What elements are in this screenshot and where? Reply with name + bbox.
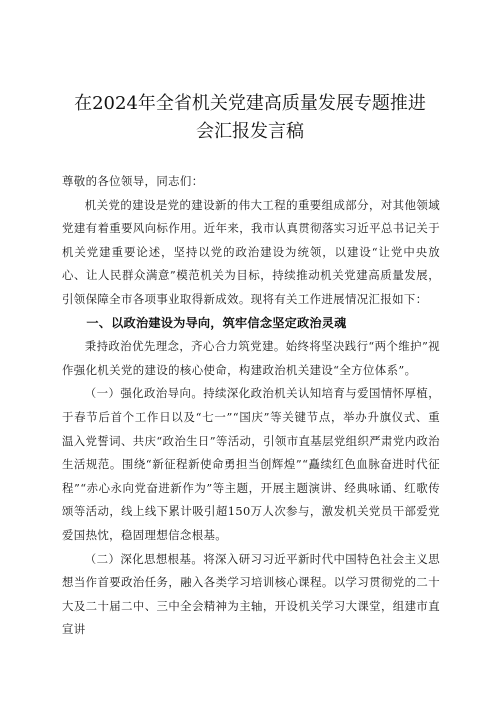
title-line-1: 在2024年全省机关党建高质量发展专题推进 [74, 93, 426, 114]
title-line-2: 会汇报发言稿 [196, 121, 304, 142]
paragraph-1: 秉持政治优先理念，齐心合力筑党建。始终将坚决践行“两个维护”视作强化机关党的建设的核心使命，构建政治机关建设“全方位体系”。 [62, 339, 440, 377]
document-body [62, 170, 440, 642]
salutation: 尊敬的各位领导，同志们： [62, 174, 204, 188]
paragraph-2: （一）强化政治导向。持续深化政治机关认知培育与爱国情怀厚植，于春节后首个工作日以及“七一”“国庆”等关键节点，举办升旗仪式、重温入党誓词、共庆“政治生日”等活动，引领市直基层党组织严肃党内政治生活规范。围绕“新征程新使命勇担当创辉煌”“矗续红色血脉奋进时代征程”“赤心永向党奋进新作为”等主题，开展主题演讲、经典咏诵、红歌传颂等活动，线上线下累计吸引超150万人次参与，激发机关党员干部爱党爱国热忱，稳固理想信念根基。 [62, 386, 440, 542]
document-title [60, 90, 440, 146]
paragraph-3: （二）深化思想根基。将深入研习习近平新时代中国特色社会主义思想当作首要政治任务，融入各类学习培训核心课程。以学习贯彻党的二十大及二十届二中、三中全会精神为主轴，开设机关学习大课堂，组建市直宣讲 [62, 551, 440, 637]
section-heading-1: 一、以政治建设为导向，筑牢信念坚定政治灵魂 [86, 315, 347, 330]
intro-paragraph: 机关党的建设是党的建设新的伟大工程的重要组成部分，对其他领域党建有着重要风向标作用。近年来，我市认真贯彻落实习近平总书记关于机关党建重要论述，坚持以党的政治建设为统领，以建设“让党中央放心、让人民群众满意”模范机关为目标，持续推动机关党建高质量发展，引领保障全市各项事业取得新成效。现将有关工作进展情况汇报如下： [62, 197, 440, 306]
